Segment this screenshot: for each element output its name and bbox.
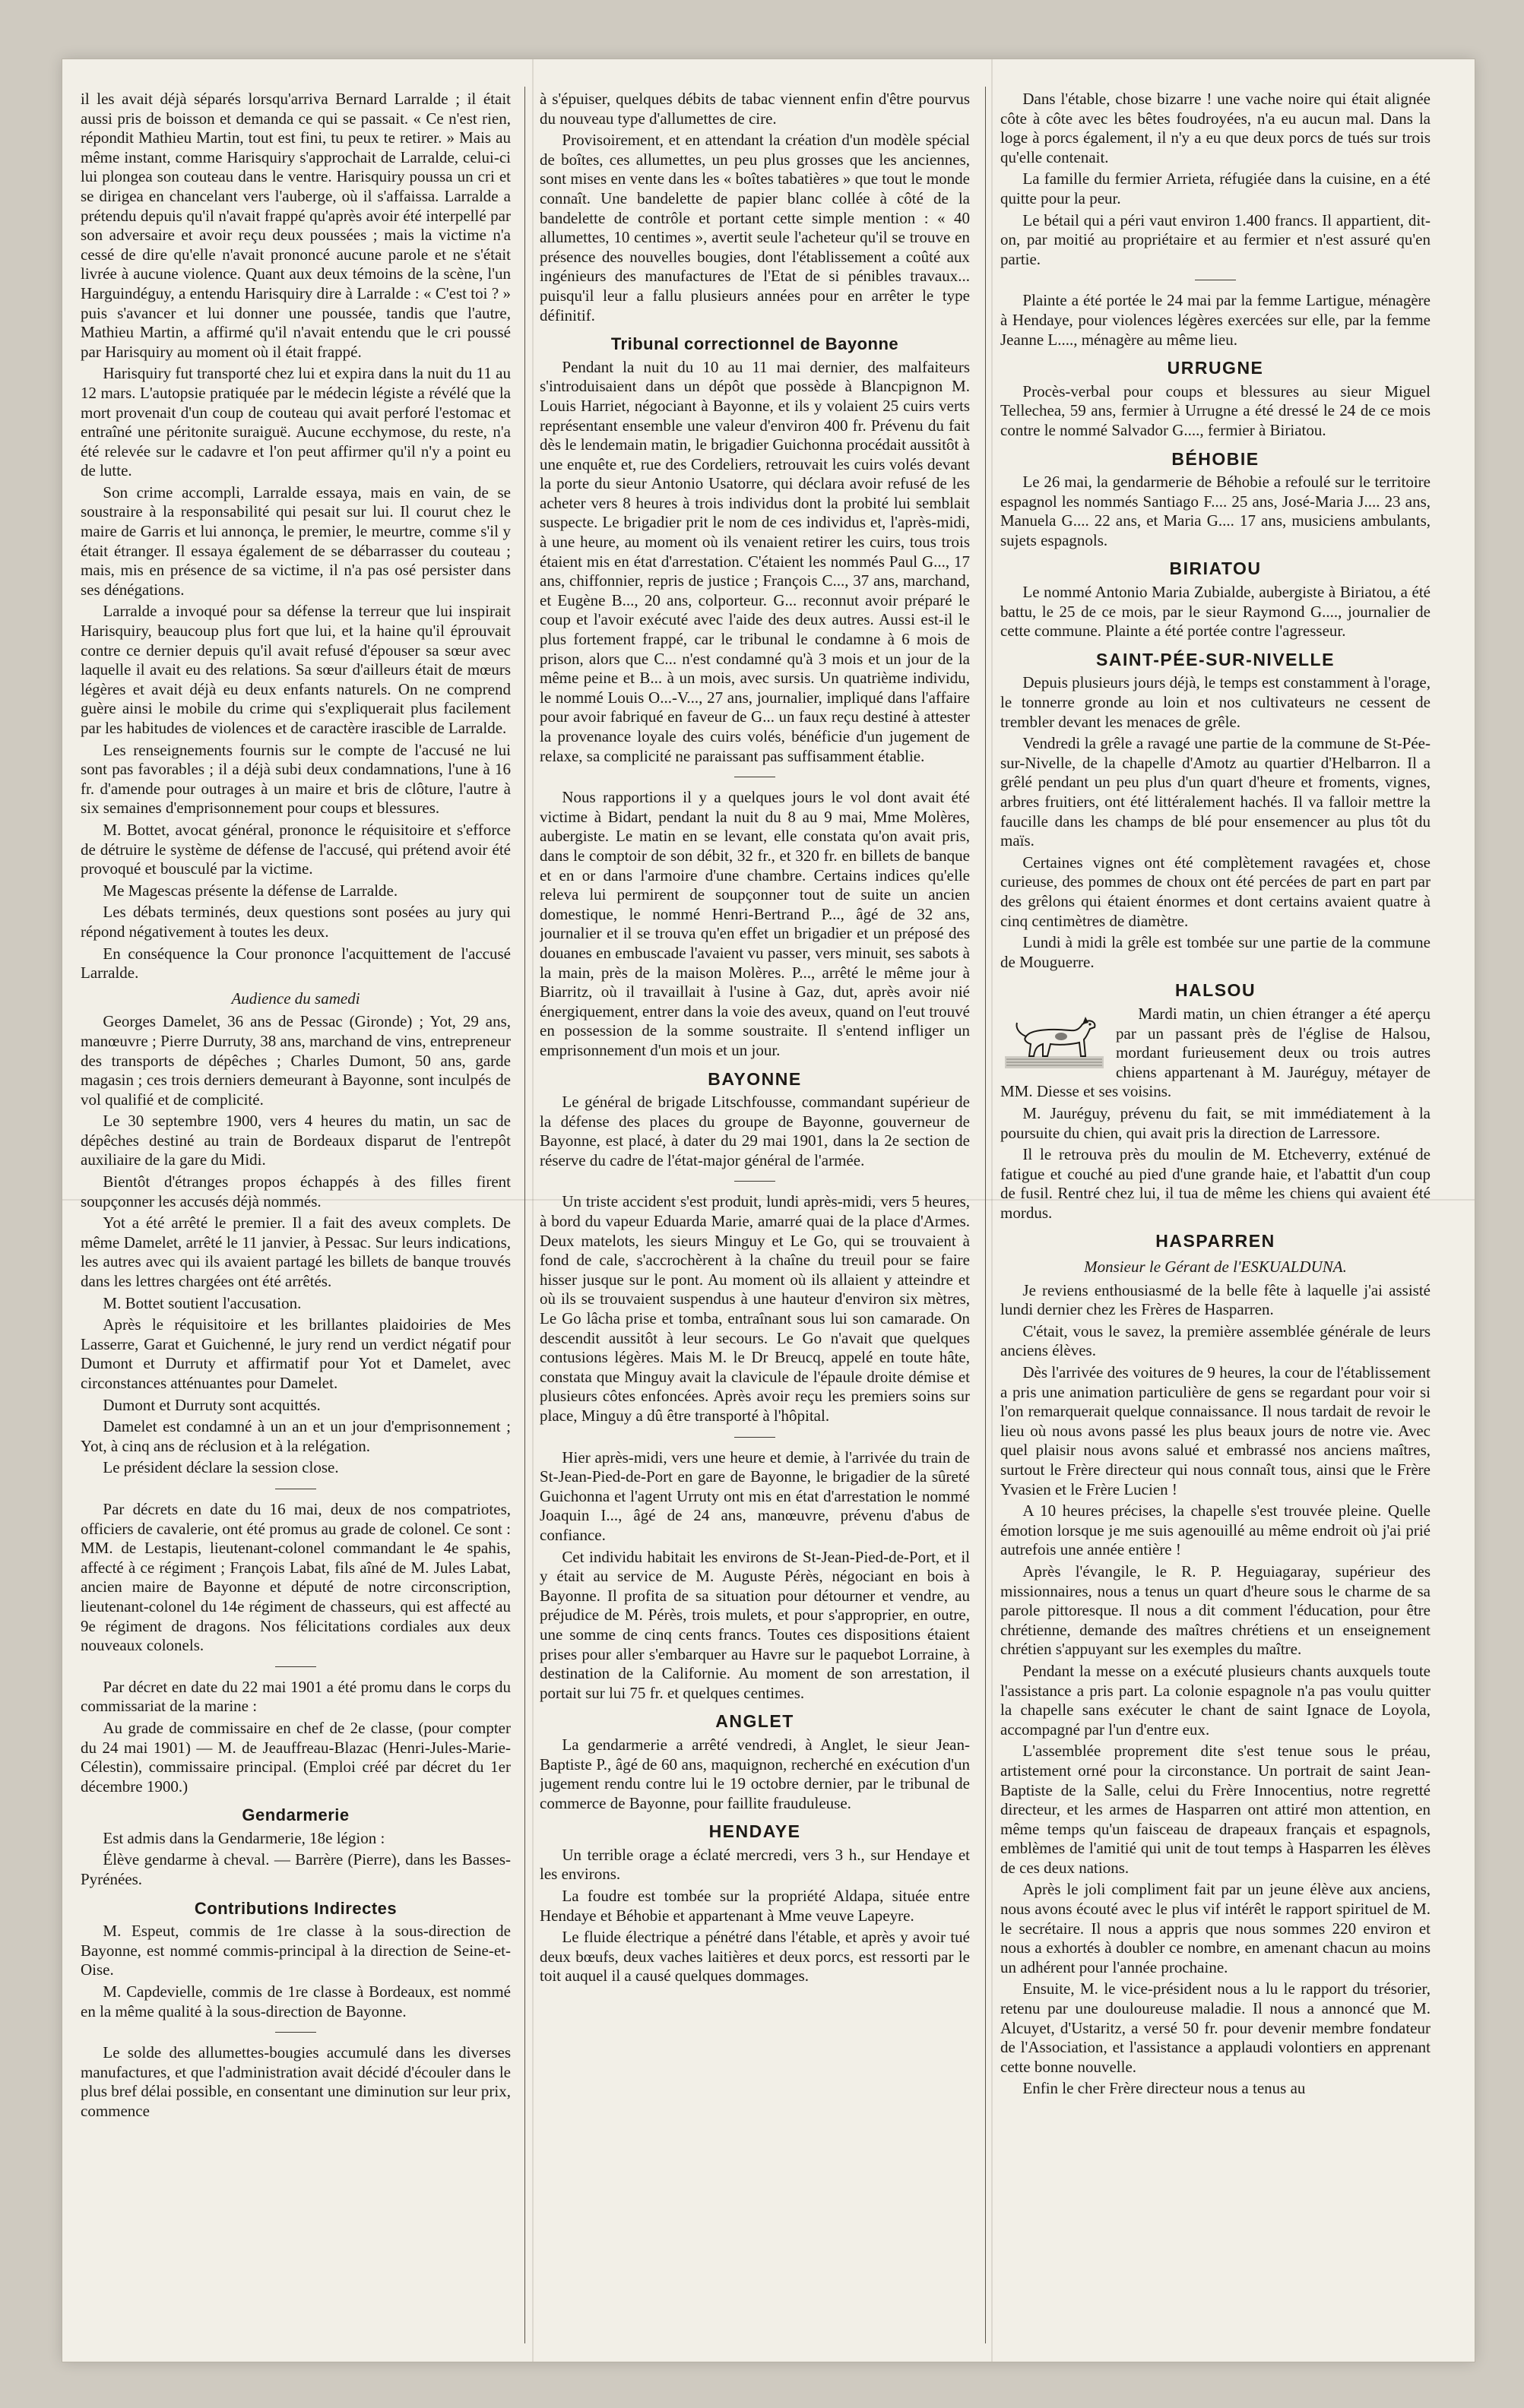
- paragraph: Nous rapportions il y a quelques jours le vol dont avait été victime à Bidart, pendant la nuit du 8 au 9 mai, Mme Molères, aubergiste. Le matin en se levant, elle constata qu'on avait pris, dans le comptoir de son débit, 32 fr., et 320 fr. en billets de banque et en or dans l'armoire d'une chambre. Certains indices qu'elle releva lui permirent de soupçonner tout de suite un ancien domestique, le nommé Henri-Bertrand P..., âgé de 32 ans, journalier et il se trouva qu'en effet un brigadier et un préposé des douanes en embuscade l'avaient vu passer, vers minuit, ses sabots à la main, près de la maison Molères. P..., arrêté le même jour à Biarritz, où il travaillait à l'usine à Gaz, dut, après avoir nié énergiquement, entrer dans la voie des aveux, quand on l'eut trouvé en possession de la somme soustraite. Il s'entend infliger un emprisonnement d'un mois et un jour.: [540, 788, 970, 1059]
- paragraph: Je reviens enthousiasmé de la belle fête à laquelle j'ai assisté lundi dernier chez les Frères de Hasparren.: [1000, 1280, 1431, 1319]
- paragraph: Harisquiry fut transporté chez lui et expira dans la nuit du 11 au 12 mars. L'autopsie pratiquée par le médecin légiste a révélé que la mort provenait d'un coup de couteau qui avait perforé l'estomac et entraîné une péritonite suraiguë. Aucune ecchymose, du reste, n'a été relevée sur le cadavre et l'on peut affirmer qu'il n'y a point eu de lutte.: [81, 364, 511, 480]
- section-heading: BÉHOBIE: [1171, 448, 1259, 469]
- paragraph: Par décret en date du 22 mai 1901 a été promu dans le corps du commissariat de la marine :: [81, 1677, 511, 1716]
- paragraph: il les avait déjà séparés lorsqu'arriva Bernard Larralde ; il était aussi pris de boisson et demanda ce qui se passait. « Ce n'est rien, répondit Mathieu Martin, tout est fini, tu peux te retirer. » Mais au même instant, comme Harisquiry s'approchait de Larralde, celui-ci lui plongea son couteau dans le ventre. Harisquiry poussa un cri et se dirigea en chancelant vers l'auberge, où il s'affaissa. Larralde a prétendu depuis qu'il n'avait frappé qu'après avoir été interpellé par son adversaire et avoir reçu deux poussées ; mais la victime n'a cessé de dire qu'elle n'avait prononcé aucune parole et ne s'était livrée à aucune violence. Quant aux deux témoins de la scène, l'un Harguindéguy, a entendu Harisquiry dire à Larralde : « C'est toi ? » puis s'avancer et lui donner une poussée, tandis que l'autre, Mathieu Martin, a affirmé qu'il n'avait entendu que le cri poussé par Harisquiry au moment où il était frappé.: [81, 90, 511, 361]
- column-rule: [985, 87, 986, 2343]
- paragraph: Depuis plusieurs jours déjà, le temps est constamment à l'orage, le tonnerre gronde au loin et nos cultivateurs ne cessent de trembler devant les menaces de grêle.: [1000, 673, 1431, 731]
- dog-illustration: [1000, 1006, 1108, 1073]
- paragraph: M. Bottet, avocat général, prononce le réquisitoire et s'efforce de détruire le système de défense de l'accusé, qui prétend avoir été provoqué et bousculé par la victime.: [81, 820, 511, 878]
- paragraph: Plainte a été portée le 24 mai par la femme Lartigue, ménagère à Hendaye, pour violences légères exercées sur elle, par la femme Jeanne L...., ménagère au même lieu.: [1000, 291, 1431, 349]
- paragraph: Provisoirement, et en attendant la création d'un modèle spécial de boîtes, ces allumettes, un peu plus grosses que les anciennes, sont mises en vente dans les « boîtes tabatières » que tout le monde connaît. Une bandelette de papier blanc collée à côté de la bandelette de contrôle et portant cette simple mention : « 40 allumettes, 10 centimes », avertit seule l'acheteur qu'il se trouve en présence des nouvelles bougies, dont l'établissement a coûté aux ingénieurs des manufactures de l'Etat de si pénibles travaux... puisqu'il leur a fallu plusieurs années pour en arrêter le type définitif.: [540, 131, 970, 324]
- paragraph: Procès-verbal pour coups et blessures au sieur Miguel Tellechea, 59 ans, fermier à Urrugne a été dressé le 24 de ce mois contre le nommé Salvador G...., fermier à Biriatou.: [1000, 381, 1431, 439]
- paragraph: Le président déclare la session close.: [103, 1458, 339, 1477]
- column-3: [1000, 90, 1431, 2343]
- paragraph: Les renseignements fournis sur le compte de l'accusé ne lui sont pas favorables ; il a déjà subi deux condamnations, l'une à 16 fr. d'amende pour outrages à un maire et bris de clôture, l'autre à six semaines d'emprisonnement pour coups et blessures.: [81, 740, 511, 818]
- paragraph: M. Bottet soutient l'accusation.: [103, 1293, 302, 1312]
- paragraph: Après l'évangile, le R. P. Heguiagaray, supérieur des missionnaires, nous a tenus un quart d'heure sous le charme de sa parole pittoresque. Il nous a dit comment l'éducation, pour être chrétienne, demande des maîtres chrétiens et un enseignement chrétien s'appuyant sur les exemples du maître.: [1000, 1562, 1431, 1659]
- paragraph: Lundi à midi la grêle est tombée sur une partie de la commune de Mouguerre.: [1000, 933, 1431, 971]
- column-2: [540, 90, 970, 2343]
- paragraph: Larralde a invoqué pour sa défense la terreur que lui inspirait Harisquiry, beaucoup plus fort que lui, et la haine qu'il éprouvait contre ce dernier depuis qu'il avait refusé d'épouser sa sœur avec laquelle il avait eu des relations. Sa sœur d'ailleurs était de mœurs légères et avait déjà eu deux enfants naturels. On ne comprend guère ainsi le mobile du crime qui s'expliquerait plus facilement par les habitudes de violences et de caractère irascible de Larralde.: [81, 602, 511, 737]
- paragraph: Vendredi la grêle a ravagé une partie de la commune de St-Pée-sur-Nivelle, de la chapelle d'Amotz au quartier d'Helbarron. Il a grêlé pendant un peu plus d'un quart d'heure et froments, vignes, arbres fruitiers, ont été littéralement hachés. Il va falloir mettre la faucille dans les champs de blé pour ensemencer au plus tôt du maïs.: [1000, 734, 1431, 850]
- paragraph: Après le réquisitoire et les brillantes plaidoiries de Mes Lasserre, Garat et Guichenné, le jury rend un verdict négatif pour Dumont et Durruty et affirmatif pour Yot et Damelet, avec circonstances atténuantes pour Damelet.: [81, 1315, 511, 1392]
- paragraph: Au grade de commissaire en chef de 2e classe, (pour compter du 24 mai 1901) — M. de Jeauffreau-Blazac (Henri-Jules-Marie-Célestin), commissaire principal. (Emploi créé par décret du 1er décembre 1900.): [81, 1718, 511, 1796]
- section-heading: HENDAYE: [708, 1821, 801, 1842]
- paragraph: Les débats terminés, deux questions sont posées au jury qui répond négativement à toutes les deux.: [81, 903, 511, 941]
- paragraph: Enfin le cher Frère directeur nous a tenus au: [1022, 2079, 1306, 2098]
- section-heading: BAYONNE: [708, 1068, 802, 1089]
- paragraph: Le solde des allumettes-bougies accumulé dans les diverses manufactures, et que l'administration avait décidé d'écouler dans le plus bref délai possible, en consentant une diminution sur leur prix, commence: [81, 2043, 511, 2120]
- paragraph: M. Capdevielle, commis de 1re classe à Bordeaux, est nommé en la même qualité à la sous-direction de Bayonne.: [81, 1982, 511, 2020]
- section-heading: BIRIATOU: [1169, 558, 1262, 579]
- paragraph: Le 30 septembre 1900, vers 4 heures du matin, un sac de dépêches destiné au train de Bordeaux disparut de l'entrepôt auxiliaire de la gare du Midi.: [81, 1112, 511, 1169]
- fold-line: [991, 59, 993, 2362]
- letter-salutation: Monsieur le Gérant de l'ESKUALDUNA.: [1084, 1258, 1347, 1277]
- paragraph: Cet individu habitait les environs de St-Jean-Pied-de-Port, et il y était au service de M. Auguste Pérès, négociant en bois à Bayonne. Il profita de sa situation pour détourner et vendre, au préjudice de M. Pérès, trois mulets, et pour s'approprier, en outre, une somme de cinq cents francs. Toutes ces dispositions étaient prises pour aller s'embarquer au Havre sur le paquebot Lorraine, à destination de la Californie. Au moment de son arrestation, il portait sur lui 75 fr. et quelques centimes.: [540, 1547, 970, 1702]
- paragraph: Damelet est condamné à un an et un jour d'emprisonnement ; Yot, à cinq ans de réclusion et à la relégation.: [81, 1417, 511, 1455]
- paragraph: M. Espeut, commis de 1re classe à la sous-direction de Bayonne, est nommé commis-principal à la direction de Seine-et-Oise.: [81, 1922, 511, 1979]
- paragraph: Yot a été arrêté le premier. Il a fait des aveux complets. De même Damelet, arrêté le 11 janvier, à Pessac. Sur leurs indications, les autres avec qui ils avaient partagé les billets de banque trouvés dans les lettres chargées ont été arrêtés.: [81, 1213, 511, 1291]
- section-heading: Tribunal correctionnel de Bayonne: [610, 334, 899, 354]
- paragraph: Élève gendarme à cheval. — Barrère (Pierre), dans les Basses-Pyrénées.: [81, 1850, 511, 1889]
- paragraph: L'assemblée proprement dite s'est tenue sous le préau, artistement orné pour la circonstance. Un portrait de saint Jean-Baptiste de la Salle, celui du Frère Innocentius, notre regretté directeur, et les armes de Hasparren ont attiré mon attention, en même temps qu'un faisceau de drapeaux français et espagnols, emblèmes de l'amitié qui unit de tout temps à Hasparren les élèves de ces deux nations.: [1000, 1742, 1431, 1877]
- paragraph: Le bétail qui a péri vaut environ 1.400 francs. Il appartient, dit-on, par moitié au propriétaire et au fermier et n'est assuré qu'en partie.: [1000, 210, 1431, 268]
- section-heading: Gendarmerie: [242, 1805, 350, 1825]
- paragraph: Son crime accompli, Larralde essaya, mais en vain, de se soustraire à la responsabilité qui pesait sur lui. Il courut chez le maire de Garris et lui annonça, le premier, le meurtre, comme s'il y était étranger. Il essaya également de se débarrasser du couteau ; mais, mis en présence de sa victime, il n'a pas osé persister dans ses dénégations.: [81, 483, 511, 599]
- paragraph: à s'épuiser, quelques débits de tabac viennent enfin d'être pourvus du nouveau type d'allumettes de cire.: [540, 90, 970, 128]
- section-heading: HASPARREN: [1155, 1231, 1275, 1251]
- paragraph: Le fluide électrique a pénétré dans l'étable, et après y avoir tué deux bœufs, deux vaches laitières et deux porcs, est ressorti par le toit auquel il a causé quelques dommages.: [540, 1928, 970, 1986]
- paragraph: Un triste accident s'est produit, lundi après-midi, vers 5 heures, à bord du vapeur Eduarda Marie, amarré quai de la place d'Armes. Deux matelots, les sieurs Minguy et Le Go, qui se trouvaient à fond de cale, s'accrochèrent à la chaîne du treuil pour se faire hisser jusque sur le pont. Au moment où ils allaient y atteindre et où ils se trouvaient suspendus à une hauteur d'environ six mètres, Le Go lâcha prise et tomba, entraînant sous lui son camarade. On descendit aussitôt à leur secours. Le Go n'avait que quelques contusions légères. Mais M. le Dr Breucq, appelé en toute hâte, constata que Minguy avait la clavicule de l'épaule droite démise et plusieurs côtes enfoncées. Après avoir reçu les premiers soins sur place, Minguy a dû être transporté à l'hôpital.: [540, 1192, 970, 1425]
- separator: [734, 1437, 775, 1438]
- paragraph: Me Magescas présente la défense de Larralde.: [103, 881, 398, 900]
- separator: [734, 1181, 775, 1182]
- newspaper-page: [62, 59, 1475, 2362]
- paragraph: Après le joli compliment fait par un jeune élève aux anciens, nous avons écouté avec le plus vif intérêt le rapport spirituel de M. le secrétaire. Il nous a appris que nous sommes 220 environ et nous a exhortés à doubler ce nombre, en amenant chacun au moins un adhérent pour l'année prochaine.: [1000, 1880, 1431, 1976]
- paragraph: Dumont et Durruty sont acquittés.: [103, 1395, 321, 1414]
- section-heading: Contributions Indirectes: [194, 1898, 398, 1918]
- paragraph: En conséquence la Cour prononce l'acquittement de l'accusé Larralde.: [81, 944, 511, 983]
- paragraph: C'était, vous le savez, la première assemblée générale de leurs anciens élèves.: [1000, 1321, 1431, 1360]
- paragraph: M. Jauréguy, prévenu du fait, se mit immédiatement à la poursuite du chien, qui avait pris la direction de Larressore.: [1000, 1103, 1431, 1142]
- paragraph: Le nommé Antonio Maria Zubialde, aubergiste à Biriatou, a été battu, le 25 de ce mois, par le sieur Raymond G...., journalier de cette commune. Plainte a été portée contre l'agresseur.: [1000, 583, 1431, 641]
- paragraph: La gendarmerie a arrêté vendredi, à Anglet, le sieur Jean-Baptiste P., âgé de 60 ans, maquignon, recherché en exécution d'un jugement rendu contre lui le 19 octobre dernier, par le tribunal de commerce de Bayonne, pour faillite frauduleuse.: [540, 1735, 970, 1812]
- paragraph: Certaines vignes ont été complètement ravagées et, chose curieuse, des pommes de choux ont été percées de part en part par des grêlons qui étaient énormes et dont certains avaient quatre à cinq centimètres de diamètre.: [1000, 853, 1431, 930]
- paragraph: Mardi matin, un chien étranger a été aperçu par un passant près de l'église de Halsou, mordant furieusement deux ou trois autres chiens appartenant à M. Jauréguy, métayer de MM. Diesse et ses voisins.: [1000, 1004, 1431, 1101]
- paragraph: Pendant la nuit du 10 au 11 mai dernier, des malfaiteurs s'introduisaient dans un dépôt que possède à Blancpignon M. Louis Harriet, négociant à Bayonne, et ils y volaient 25 cuirs verts représentant ensemble une valeur d'environ 400 fr. Prévenu du fait dès le lendemain matin, le brigadier Guichonna procédait aussitôt à une enquête et, rue des Cordeliers, retrouvait les cuirs volés devant la porte du sieur Antonio Usatorre, qui déclara avoir refusé de les acheter vers 8 heures à trois individus dont la probité lui semblait suspecte. Le brigadier prit le nom de ces individus et, l'après-midi, à une heure, au moment où ils venaient retirer les cuirs, tous trois étaient mis en état d'arrestation. C'étaient les nommés Paul G..., 17 ans, chiffonnier, repris de justice ; François C..., 37 ans, marchand, et Eugène B..., 20 ans, colporteur. G... reconnut avoir préparé le coup et l'avoir exécuté avec l'aide des deux autres. Aussi est-il le plus fortement frappé, car le tribunal le condamne à 6 mois de prison, alors que C... n'est condamné qu'à 3 mois et un jour de la même peine et B... à un mois, avec sursis. Un quatrième individu, le nommé Louis O...-V..., 27 ans, journalier, impliqué dans l'affaire pour avoir fabriqué en faveur de G... un faux reçu destiné à attester la provenance loyale des cuirs volés, bénéficie d'un jugement de relaxe, sa complicité ne paraissant pas suffisamment établie.: [540, 357, 970, 765]
- paragraph: Le 26 mai, la gendarmerie de Béhobie a refoulé sur le territoire espagnol les nommés Santiago F.... 25 ans, José-Maria J.... 23 ans, Manuela G.... 22 ans, et Maria G.... 17 ans, musiciens ambulants, sujets espagnols.: [1000, 473, 1431, 549]
- paragraph: Il le retrouva près du moulin de M. Etcheverry, exténué de fatigue et couché au pied d'une grande haie, et l'abattit d'un coup de fusil. Rentré chez lui, il tua de même les chiens qui avaient été mordus.: [1000, 1145, 1431, 1222]
- column-rule: [524, 87, 525, 2343]
- paragraph: Hier après-midi, vers une heure et demie, à l'arrivée du train de St-Jean-Pied-de-Port en gare de Bayonne, le brigadier de la sûreté Guichonna et l'agent Urruty ont mis en état d'arrestation le nommé Joaquin I..., âgé de 24 ans, manœuvre, prévenu d'abus de confiance.: [540, 1448, 970, 1544]
- paragraph: Bientôt d'étranges propos échappés à des filles firent soupçonner les accusés déjà nommés.: [81, 1172, 511, 1210]
- section-heading: ANGLET: [715, 1711, 794, 1732]
- section-subheading: Audience du samedi: [231, 989, 360, 1008]
- paragraph: A 10 heures précises, la chapelle s'est trouvée pleine. Quelle émotion lorsque je me suis agenouillé au même endroit où j'ai prié autrefois une année entière !: [1000, 1501, 1431, 1559]
- paragraph: Pendant la messe on a exécuté plusieurs chants auxquels toute l'assistance a pris part. La colonie espagnole n'a pas voulu quitter la chapelle sans exécuter le chant de saint Ignace de Loyola, accompagné par l'un d'entre eux.: [1000, 1661, 1431, 1739]
- paragraph: Le général de brigade Litschfousse, commandant supérieur de la défense des places du groupe de Bayonne, gouverneur de Bayonne, est placé, à dater du 29 mai 1901, dans la 2e section de réserve du cadre de l'état-major général de l'armée.: [540, 1093, 970, 1169]
- paragraph: Dès l'arrivée des voitures de 9 heures, la cour de l'établissement a pris une animation particulière de gens se regardant pour voir si l'on remarquerait quelque connaissance. Il nous tardait de revoir le lieu où nous avons passé les plus beaux jours de notre vie. Avec quel plaisir nous avons salué et embrassé nos anciens maîtres, surtout le Frère directeur qui nous connaît tous, ainsi que le Frère Yvasien et le Frère Lucien !: [1000, 1363, 1431, 1498]
- separator: [275, 1666, 316, 1667]
- paragraph: Est admis dans la Gendarmerie, 18e légion :: [103, 1828, 385, 1847]
- fold-line: [532, 59, 534, 2362]
- paragraph: La famille du fermier Arrieta, réfugiée dans la cuisine, en a été quitte pour la peur.: [1000, 169, 1431, 207]
- section-heading: URRUGNE: [1167, 358, 1264, 378]
- paragraph: Par décrets en date du 16 mai, deux de nos compatriotes, officiers de cavalerie, ont été promus au grade de colonel. Ce sont : MM. de Lestapis, lieutenant-colonel commandant le 4e spahis, affecté à ce régiment ; François Labat, fils aîné de M. Jules Labat, ancien maire de Bayonne et député de notre circonscription, lieutenant-colonel du 14e régiment de chasseurs, qui est affecté au 9e régiment de dragons. Nos félicitations cordiales aux deux nouveaux colonels.: [81, 1499, 511, 1655]
- paragraph: Georges Damelet, 36 ans de Pessac (Gironde) ; Yot, 29 ans, manœuvre ; Pierre Durruty, 38 ans, marchand de vins, entrepreneur des transports de dépêches ; Charles Dumont, 50 ans, garde magasin ; ces trois derniers demeurant à Bayonne, sont inculpés de vol qualifié et de complicité.: [81, 1012, 511, 1109]
- paragraph: La foudre est tombée sur la propriété Aldapa, située entre Hendaye et Béhobie et appartenant à Mme veuve Lapeyre.: [540, 1887, 970, 1925]
- column-1: [81, 90, 511, 2343]
- separator: [275, 2032, 316, 2033]
- paragraph: Un terrible orage a éclaté mercredi, vers 3 h., sur Hendaye et les environs.: [540, 1845, 970, 1884]
- paragraph: Dans l'étable, chose bizarre ! une vache noire qui était alignée côte à côte avec les bêtes foudroyées, n'a eu aucun mal. Dans la loge à porcs également, il n'y a eu que deux porcs de tués sur trois qu'elle contenait.: [1000, 90, 1431, 166]
- paragraph: Ensuite, M. le vice-président nous a lu le rapport du trésorier, retenu par une douloureuse maladie. Il nous a annoncé que M. Alcuyet, d'Ustaritz, a versé 50 fr. pour devenir membre fondateur de l'Association, et l'assistance a applaudi volontiers en apprenant cette bonne nouvelle.: [1000, 1979, 1431, 2076]
- section-heading: HALSOU: [1174, 980, 1256, 1001]
- section-heading: SAINT-PÉE-SUR-NIVELLE: [1096, 649, 1335, 669]
